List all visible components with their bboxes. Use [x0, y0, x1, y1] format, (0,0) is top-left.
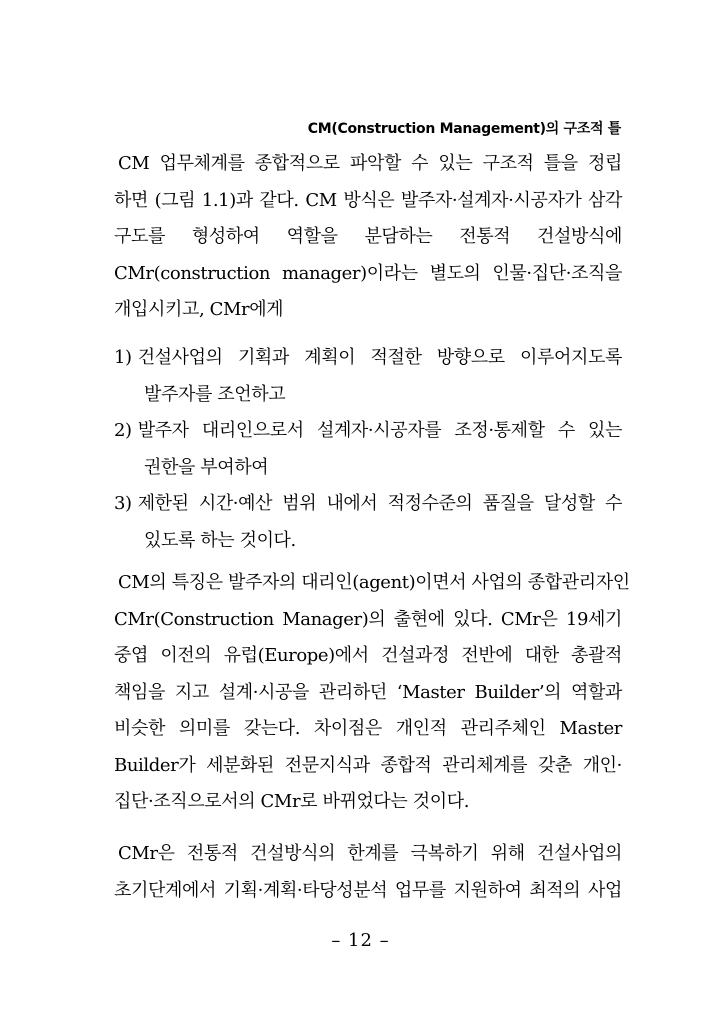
paragraph-intro [114, 146, 622, 329]
text-line: CM 업무체계를 종합적으로 파악할 수 있는 구조적 틀을 정립 [118, 153, 622, 174]
page-number: – 12 – [331, 930, 390, 951]
text-line: Builder가 세분화된 전문지식과 종합적 관리체계를 갖춘 개인· [114, 754, 622, 776]
numbered-list [114, 340, 622, 559]
text-line: CMr은 전통적 건설방식의 한계를 극복하기 위해 건설사업의 [118, 843, 622, 864]
text-line: 집단·조직으로서의 CMr로 바뀌었다는 것이다. [114, 791, 470, 812]
list-item-continuation: 발주자를 조언하고 [144, 383, 286, 405]
list-number: 1) [114, 347, 132, 368]
list-item-first-line [114, 413, 622, 450]
list-item-continuation: 있도록 하는 것이다. [144, 529, 296, 551]
text-line: 중엽 이전의 유럽(Europe)에서 건설과정 전반에 대한 총괄적 [114, 645, 622, 666]
list-item [114, 486, 622, 559]
text-line: 하면 (그림 1.1)과 같다. CM 방식은 발주자·설계자·시공자가 삼각 [114, 189, 622, 211]
text-line: 책임을 지고 설계·시공을 관리하던 ‘Master Builder’의 역할과 [114, 681, 622, 703]
list-item-text: 제한된 시간·예산 범위 내에서 적정수준의 품질을 달성할 수 [137, 493, 622, 514]
list-item-text: 발주자 대리인으로서 설계자·시공자를 조정·통제할 수 있는 [137, 420, 622, 441]
text-line: 초기단계에서 기획·계획·타당성분석 업무를 지원하여 최적의 사업 [114, 879, 622, 901]
text-line: CM의 특징은 발주자의 대리인(agent)이면서 사업의 종합관리자인 [118, 572, 630, 593]
list-number: 3) [114, 493, 132, 514]
running-header: CM(Construction Management)의 구조적 틀 [307, 121, 621, 137]
paragraph-features [114, 565, 630, 821]
list-item [114, 413, 622, 486]
list-item [114, 340, 622, 413]
text-line: 비슷한 의미를 갖는다. 차이점은 개인적 관리주체인 Master [114, 718, 622, 739]
text-line: 개입시키고, CMr에게 [114, 299, 284, 320]
text-line: CMr(construction manager)이라는 별도의 인물·집단·조직을 [114, 262, 622, 284]
list-item-first-line [114, 486, 622, 523]
list-item-continuation: 권한을 부여하여 [144, 456, 269, 478]
paragraph-cmr-role [114, 836, 622, 909]
list-number: 2) [114, 420, 132, 441]
list-item-text: 건설사업의 기획과 계획이 적절한 방향으로 이루어지도록 [137, 347, 622, 368]
text-line: 구도를 형성하여 역할을 분담하는 전통적 건설방식에 [114, 226, 622, 247]
list-item-first-line [114, 340, 622, 377]
text-line: CMr(Construction Manager)의 출현에 있다. CMr은 19세기 [114, 608, 622, 630]
